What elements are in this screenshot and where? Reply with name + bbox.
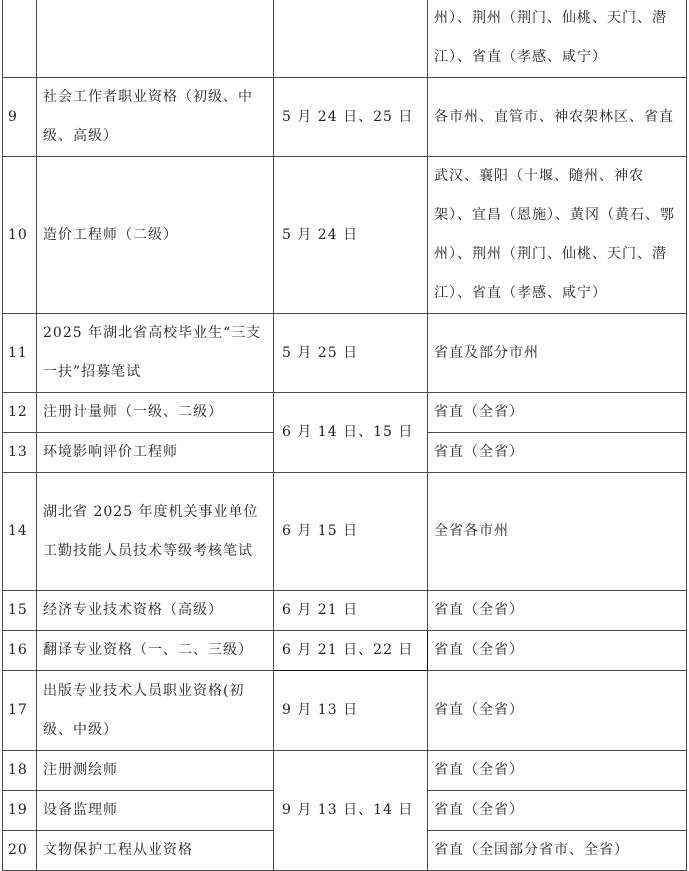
exam-date: 9 月 13 日: [274, 671, 428, 751]
table-row: [3, 0, 687, 78]
exam-name-text: 出版专业技术人员职业资格(初级、中级）: [43, 682, 245, 738]
region-text: 武汉、襄阳（十堰、随州、神农架）、宜昌（恩施）、黄冈（黄石、鄂州）、荆州（荆门、仙桃、天门、潜江）、省直（孝感、咸宁）: [434, 168, 675, 301]
exam-region: 全省各市州: [428, 473, 687, 591]
exam-date: 6 月 21 日、22 日: [274, 631, 428, 671]
exam-date: 9 月 13 日、14 日: [274, 751, 428, 871]
row-number: 20: [3, 831, 37, 871]
row-number: 18: [3, 751, 37, 791]
exam-region: 省直（全省）: [428, 631, 687, 671]
exam-region: [428, 0, 687, 78]
table-row: [3, 591, 687, 631]
row-number: 10: [3, 157, 37, 314]
exam-name: 环境影响评价工程师: [37, 433, 274, 473]
exam-name-text: 湖北省 2025 年度机关事业单位工勤技能人员技术等级考核笔试: [43, 503, 259, 559]
table-row: [3, 157, 687, 314]
region-text: 州）、荆州（荆门、仙桃、天门、潜江）、省直（孝感、咸宁）: [434, 10, 667, 65]
exam-name: 文物保护工程从业资格: [37, 831, 274, 871]
row-number: 19: [3, 791, 37, 831]
exam-name: [37, 314, 274, 393]
exam-name: [37, 473, 274, 591]
region-text: 各市州、直管市、神农架林区、省直: [434, 108, 674, 125]
row-number: 9: [3, 78, 37, 157]
exam-region: 省直及部分市州: [428, 314, 687, 393]
exam-region: 省直（全省）: [428, 791, 687, 831]
exam-date: [274, 0, 428, 78]
exam-name: 注册测绘师: [37, 751, 274, 791]
table-row: [3, 631, 687, 671]
exam-date: 6 月 14 日、15 日: [274, 393, 428, 473]
exam-region: 省直（全国部分省市、全省）: [428, 831, 687, 871]
row-number: 16: [3, 631, 37, 671]
row-number: [3, 0, 37, 78]
exam-region: 省直（全省）: [428, 393, 687, 433]
table-row: [3, 314, 687, 393]
exam-name: 翻译专业资格（一、二、三级）: [37, 631, 274, 671]
exam-date: 6 月 15 日: [274, 473, 428, 591]
row-number: 14: [3, 473, 37, 591]
exam-region: 省直（全省）: [428, 591, 687, 631]
exam-schedule-table: [2, 0, 687, 871]
exam-name: [37, 78, 274, 157]
row-number: 12: [3, 393, 37, 433]
row-number: 15: [3, 591, 37, 631]
exam-region: [428, 157, 687, 314]
table-row: [3, 393, 687, 433]
exam-name: 造价工程师（二级）: [37, 157, 274, 314]
table-row: [3, 671, 687, 751]
table-row: [3, 473, 687, 591]
exam-name: [37, 671, 274, 751]
exam-region: 省直（全省）: [428, 751, 687, 791]
exam-date: 5 月 24 日、25 日: [274, 78, 428, 157]
exam-name-text: 社会工作者职业资格（初级、中级、高级）: [43, 89, 253, 144]
exam-region: [428, 78, 687, 157]
exam-name: 注册计量师（一级、二级）: [37, 393, 274, 433]
row-number: 11: [3, 314, 37, 393]
exam-name-text: 2025 年湖北省高校毕业生“三支一扶”招募笔试: [43, 325, 262, 380]
exam-date: 5 月 24 日: [274, 157, 428, 314]
table-row: [3, 751, 687, 791]
row-number: 17: [3, 671, 37, 751]
table-row: [3, 78, 687, 157]
exam-date: 5 月 25 日: [274, 314, 428, 393]
exam-name: [37, 0, 274, 78]
exam-region: 省直（全省）: [428, 433, 687, 473]
exam-name: 经济专业技术资格（高级）: [37, 591, 274, 631]
exam-name: 设备监理师: [37, 791, 274, 831]
exam-date: 6 月 21 日: [274, 591, 428, 631]
exam-region: 省直（全省）: [428, 671, 687, 751]
row-number: 13: [3, 433, 37, 473]
